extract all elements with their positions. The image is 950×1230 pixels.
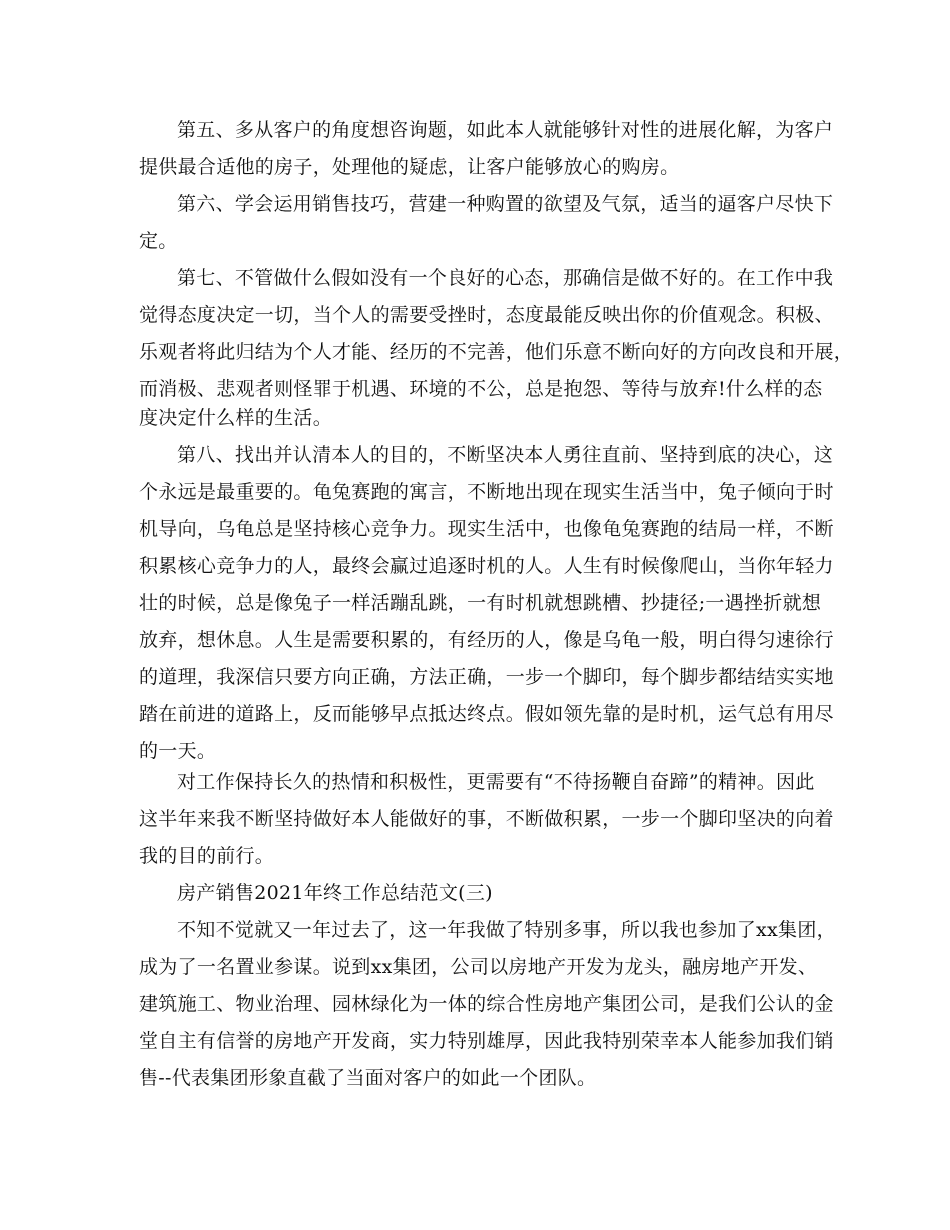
text-line: 对工作保持长久的热情和积极性，更需要有“不待扬鞭自奋蹄”的精神。因此 <box>177 771 815 793</box>
text-line: 第五、多从客户的角度想咨询题，如此本人就能够针对性的进展化解，为客户 <box>177 119 834 141</box>
text-line: 觉得态度决定一切，当个人的需要受挫时，态度最能反映出你的价值观念。积极、 <box>139 304 834 326</box>
text-line: 我的目的前行。 <box>139 845 275 867</box>
text-line: 这半年来我不断坚持做好本人能做好的事，不断做积累，一步一个脚印坚决的向着 <box>139 808 834 830</box>
text-line: 个永远是最重要的。龟兔赛跑的寓言，不断地出现在现实生活当中，兔子倾向于时 <box>139 481 834 503</box>
text-line: 成为了一名置业参谋。说到xx集团，公司以房地产开发为龙头，融房地产开发、 <box>139 956 818 978</box>
text-line: 放弃，想休息。人生是需要积累的，有经历的人，像是乌龟一般，明白得匀速徐行 <box>139 629 834 651</box>
section-heading: 房产销售2021年终工作总结范文(三) <box>177 882 493 904</box>
text-line: 积累核心竞争力的人，最终会赢过追逐时机的人。人生有时候像爬山，当你年轻力 <box>139 555 834 577</box>
text-line: 定。 <box>139 230 178 252</box>
text-line: 而消极、悲观者则怪罪于机遇、环境的不公，总是抱怨、等待与放弃!什么样的态 <box>139 378 823 400</box>
text-line: 第六、学会运用销售技巧，营建一种购置的欲望及气氛，适当的逼客户尽快下 <box>177 193 834 215</box>
text-line: 乐观者将此归结为个人才能、经历的不完善，他们乐意不断向好的方向改良和开展， <box>139 341 854 363</box>
text-line: 的道理，我深信只要方向正确，方法正确，一步一个脚印，每个脚步都结结实实地 <box>139 666 834 688</box>
text-line: 售--代表集团形象直截了当面对客户的如此一个团队。 <box>139 1067 597 1089</box>
text-line: 度决定什么样的生活。 <box>139 407 333 429</box>
text-line: 踏在前进的道路上，反而能够早点抵达终点。假如领先靠的是时机，运气总有用尽 <box>139 703 834 725</box>
text-line: 的一天。 <box>139 740 217 762</box>
text-line: 第七、不管做什么假如没有一个良好的心态，那确信是做不好的。在工作中我 <box>177 267 834 289</box>
text-line: 壮的时候，总是像兔子一样活蹦乱跳，一有时机就想跳槽、抄捷径;一遇挫折就想 <box>139 592 822 614</box>
text-line: 机导向，乌龟总是坚持核心竞争力。现实生活中，也像龟兔赛跑的结局一样，不断 <box>139 518 834 540</box>
text-line: 提供最合适他的房子，处理他的疑虑，让客户能够放心的购房。 <box>139 156 680 178</box>
text-line: 第八、找出并认清本人的目的，不断坚决本人勇往直前、坚持到底的决心，这 <box>177 444 834 466</box>
text-line: 堂自主有信誉的房地产开发商，实力特别雄厚，因此我特别荣幸本人能参加我们销 <box>139 1030 834 1052</box>
text-line: 不知不觉就又一年过去了，这一年我做了特别多事，所以我也参加了xx集团， <box>177 919 836 941</box>
text-line: 建筑施工、物业治理、园林绿化为一体的综合性房地产集团公司，是我们公认的金 <box>139 993 834 1015</box>
